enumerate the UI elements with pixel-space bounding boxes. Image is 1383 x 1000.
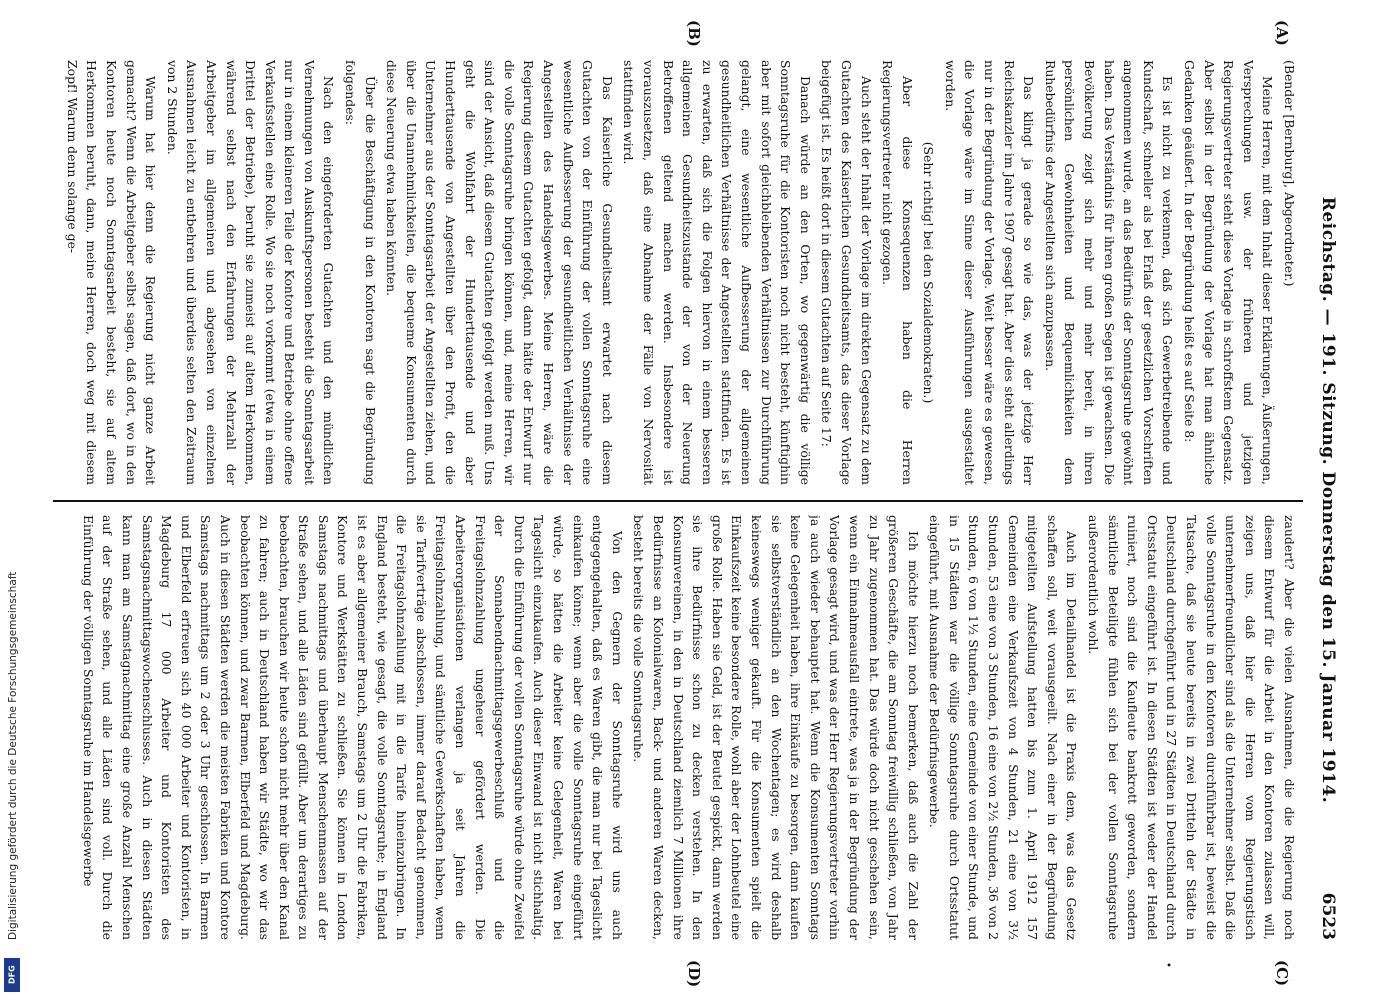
paragraph: Über die Beschäftigung in den Kontoren sagt die Begründung folgendes:: [343, 60, 378, 485]
paragraph: Nach den eingeforderten Gutachten und den mündlichen Vernehmungen von Auskunftspersonen besteht die Sonntagsarbeit nur in einem kleineren Teile der Kontore und Betriebe ohne offene Verkaufsstellen eine Rolle. Wo sie noch vorkommt (etwa in einem Drittel der Betriebe), beruht sie zumeist auf altem Herkommen, während selbst nach den Erfahrungen der Mehrzahl der Arbeitgeber im allgemeinen und abgesehen von einzelnen Ausnahmen leicht zu entbehren und überdies selten den Zeitraum von 2 Stunden.: [164, 60, 337, 485]
margin-mark-a: (A): [1273, 20, 1291, 46]
right-column: [59, 515, 1299, 940]
margin-dot: •: [1162, 962, 1173, 968]
paragraph: Von den Gegnern der Sonntagsruhe wird uns auch entgegengehalten, daß es Waren gibt, die man nur bei Tageslicht einkaufen könne; wenn aber die volle Sonntagsruhe eingeführt würde, so hätten die Arbeiter keine Gelegenheit, Waren bei Tageslicht einzukaufen. Auch dieser Einwand ist nicht stichhaltig. Durch die Einführung der vollen Sonntagsruhe würde ohne Zweifel der Sonnabendnachmittagsgewerbeschluß und die Freitagslohnzahlung ungeheuer gefördert werden. Die Arbeiterorganisationen verlangen ja seit Jahren die Freitagslohnzahlung, und sämtliche Gewerkschaften haben, wenn sie Tarifverträge abschlossen, immer darauf Bedacht genommen, die Freitagslohnzahlung mit in die Tarife hineinzubringen. In England besteht, wie gesagt, die volle Sonntagsruhe; in England ist es aber allgemeiner Brauch, Samstags um 2 Uhr die Fabriken, Kontore und Werkstätten zu schließen. Sie können in London Samstags nachmittags und überhaupt Menschenmassen auf der Straße sehen, und alle Läden sind gefüllt. Aber um derartiges zu beobachten, brauchen wir heute schon nicht mehr über den Kanal zu fahren; auch in Deutschland haben wir Städte, wo wir das beobachten können, und zwar Barmen, Elberfeld und Magdeburg. Auch in diesen Städten werden die meisten Fabriken und Kontore Samstags nachmittags um 2 oder 3 Uhr geschlossen. In Barmen und Elberfeld erfreuen sich 40 000 Arbeiter und Kontoristen, in Magdeburg 17 000 Arbeiter und Kontoristen des Samstagsnachmittagswochenschlusses. Auch in diesen Städten kann man am Samstagnachmittag eine große Anzahl Menschen auf der Straße sehen, und alle Läden sind voll. Durch die Einführung der völligen Sonntagsruhe im Handelsgewerbe: [80, 515, 625, 940]
page-title: Reichstag. — 191. Sitzung. Donnerstag den 15. Januar 1914.: [1318, 196, 1338, 804]
funding-note: Digitalisierung gefördert durch die Deutsche Forschungsgemeinschaft: [7, 571, 19, 940]
paragraph: Das klingt ja gerade so wie das, was der jetzige Herr Reichskanzler im Jahre 1907 gesagt hat. Aber dies steht allerdings nur in der Begründung der Vorlage. Weit besser wäre es gewesen, die Vorlage wäre im Sinne dieser Ausführungen ausgestaltet worden.: [942, 60, 1037, 485]
paragraph: Ich möchte hierzu noch bemerken, daß auch die Zahl der größeren Geschäfte, die am Sonntag freiwillig schließen, von Jahr zu Jahr zugenommen hat. Das würde doch nicht geschehen sein, wenn ein Einnahmeausfall eintrete, was ja in der Begründung der Vorlage gesagt wird, und was der Herr Regierungsvertreter vorhin ja auch wieder behauptet hat. Wenn die Konsumenten Sonntags keine Gelegenheit haben, ihre Einkäufe zu besorgen, dann kaufen sie selbstverständlich an den Wochentagen; es wird deshalb keineswegs weniger gekauft. Für die Konsumenten spielt die Einkaufszeit keine besondere Rolle, wohl aber der Lohnbeutel eine große Rolle. Haben sie Geld, ist der Beutel gespickt, dann werden sie ihre Bedürfnisse schon zu decken verstehen. In den Konsumvereinen, in den in Deutschland ziemlich 7 Millionen ihre Bedürfnisse an Kolonialwaren, Back- und anderen Waren decken, besteht bereits die volle Sonntagsruhe.: [631, 515, 921, 940]
paragraph: Das Kaiserliche Gesundheitsamt erwartet nach diesem Gutachten von der Einführung der vollen Sonntagsruhe eine wesentliche Aufbesserung der gesundheitlichen Verhältnisse der Angestellten des Handelsgewerbes. Meine Herren, wäre die Regierung diesem Gutachten gefolgt, dann hätte der Entwurf nur die volle Sonntagsruhe bringen können, und, meine Herren, wir sind der Ansicht, daß diesem Gutachten gefolgt werden muß. Uns geht die Wohlfahrt der Hunderttausende und aber Hunderttausende von Angestellten über den Profit, den die Unternehmer aus der Sonntagsarbeit der Angestellten ziehen, und über die Unannehmlichkeiten, die bequeme Konsumenten durch diese Neuerung etwa haben könnten.: [384, 60, 615, 485]
margin-mark-d: (D): [685, 960, 703, 988]
margin-mark-b: (B): [685, 20, 703, 47]
paragraph: zaudert? Aber die vielen Ausnahmen, die die Regierung noch diesem Entwurf für die Arbeit in den Kontoren zulassen will, zeigen uns, daß hier die Herren vom Regierungstisch unternehmerfreundlicher sind als die Unternehmer selbst. Daß die volle Sonntagsruhe in den Kontoren durchführbar ist, beweist die Tatsache, daß sie heute bereits in zwei Dritteln der Städte in Deutschland durchgeführt und in 27 Städten in Deutschland durch Ortsstatut eingeführt ist. In diesen Städten ist weder der Handel ruiniert, noch sind die Kaufleute bankrott geworden, sondern sämtliche Beteiligte fühlen sich bei der vollen Sonntagsruhe außerordentlich wohl.: [1086, 515, 1297, 940]
left-column: [59, 60, 1299, 485]
paragraph: Auch steht der Inhalt der Vorlage im direkten Gegensatz zu dem Gutachten des Kaiserlichen Gesundheitsamts, das dieser Vorlage beigefügt ist. Es heißt dort in diesem Gutachten auf Seite 17:: [819, 60, 874, 485]
paragraph: Auch im Detailhandel ist die Praxis dem, was das Gesetz schaffen soll, weit vorausgeeilt. Nach einer in der Begründung mitgeteilten Aufstellung hatten bis zum 1. April 1912 157 Gemeinden eine Verkaufszeit von 4 Stunden, 21 eine von 3½ Stunden, 53 eine von 3 Stunden, 16 eine von 2½ Stunden, 36 von 2 Stunden, 6 von 1½ Stunden, eine Gemeinde von einer Stunde, und in 15 Städten war die völlige Sonntagsruhe durch Ortsstatut eingeführt, mit Ausnahme der Bedürfnisgewerbe.: [927, 515, 1080, 940]
column-divider: [53, 500, 1303, 502]
paragraph: Aber diese Konsequenzen haben die Herren Regierungsvertreter nicht gezogen.: [880, 60, 915, 485]
document-page: [43, 20, 1343, 988]
paragraph: (Bender [Bernburg], Abgeordneter.): [1282, 60, 1297, 287]
page-footer: [0, 0, 24, 1000]
paragraph: Danach würde an den Orten, wo gegenwärtig die völlige Sonntagsruhe für die Kontoristen noch nicht besteht, künftighin aber mit sofort gleichbleibenden Verhältnissen zur Durchführung gelangt, eine wesentliche Aufbesserung der allgemeinen gesundheitlichen Verhältnisse der Angestellten stattfinden. Es ist zu erwarten, daß sich die Folgen hiervon in einem besseren allgemeinen Gesundheitszustande der von der Neuerung Betroffenen geltend machen werden. Insbesondere ist vorauszusetzen, daß eine Abnahme der Fälle von Nervosität stattfinden wird.: [621, 60, 813, 485]
paragraph: Meine Herren, mit dem Inhalt dieser Erklärungen, Äußerungen, Versprechungen usw. der früheren und jetzigen Regierungsvertreter steht diese Vorlage in schroffstem Gegensatz. Aber selbst in der Begründung der Vorlage hat man ähnliche Gedanken geäußert. In der Begründung heißt es auf Seite 8:: [1182, 60, 1276, 485]
margin-mark-c: (C): [1273, 960, 1291, 987]
paragraph: Warum hat hier denn die Regierung nicht ganze Arbeit gemacht? Wenn die Arbeitgeber selbst sagen, daß dort, wo in den Kontoren heute noch Sonntagsarbeit besteht, sie auf altem Herkommen beruht, dann, meine Herren, doch weg mit diesem Zopf! Warum denn solange ge-: [64, 60, 159, 485]
paragraph: Es ist nicht zu verkennen, daß sich Gewerbetreibende und Kundschaft, schneller als bei Erlaß der gesetzlichen Vorschriften angenommen wurde, an das Bedürfnis der Sonntagsruhe gewöhnt haben. Das Verständnis für ihren großen Segen ist gewachsen. Die Bevölkerung zeigt sich mehr und mehr bereit, in ihren persönlichen Gewohnheiten und Bequemlichkeiten dem Ruhebedürfnis der Angestellten sich anzupassen.: [1042, 60, 1176, 485]
page-number: 6523: [1318, 892, 1338, 940]
dfg-logo: DFG: [4, 958, 20, 992]
page-header: [1313, 60, 1343, 940]
paragraph: (Sehr richtig! bei den Sozialdemokraten.): [921, 141, 937, 404]
